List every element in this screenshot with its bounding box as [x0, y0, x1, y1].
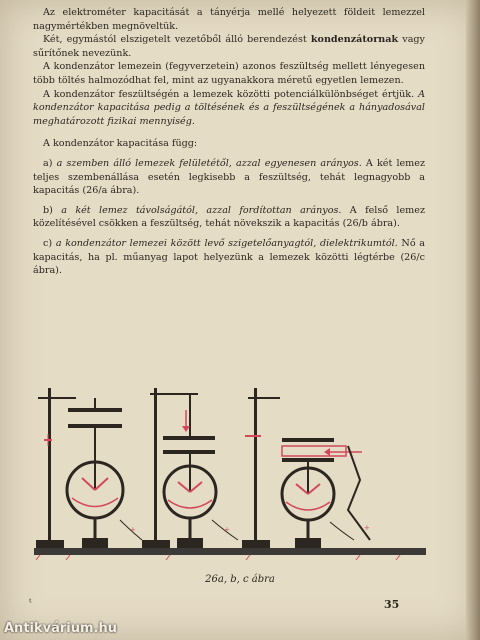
electrometer-a — [36, 388, 142, 548]
paragraph-1: Az elektrométer kapacitását a tányérja mellé helyezett földeit lemezzel nagymértékben megnöveltük. — [33, 7, 425, 32]
p4-definition: A kondenzátor kapacitása pedig a töltésének és a feszültségének a hányadosával meghatározott fizikai mennyiség. — [33, 88, 425, 127]
electrometer-c — [242, 388, 370, 548]
item-c-label: c) — [43, 237, 56, 249]
item-b-italic: a két lemez távolságától, azzal fordítottan arányos. — [61, 204, 342, 216]
paragraph-4 — [33, 88, 425, 129]
ground-hatch — [36, 555, 400, 560]
item-c-italic: a kondenzátor lemezei között levő szigetelőanyagtól, dielektrikumtól. — [55, 237, 398, 249]
electrometer-b — [142, 388, 238, 548]
item-a-italic: a szemben álló lemezek felületétől, azzal egyenesen arányos. — [56, 157, 362, 169]
paragraph-3: A kondenzátor lemezein (fegyverzetein) azonos feszültség mellett lényegesen több töltés halmozódhat fel, mint az ugyanakkora méretű egyetlen lemezen. — [33, 61, 425, 86]
item-a — [33, 157, 425, 198]
item-c — [33, 237, 425, 278]
page-number: 35 — [384, 598, 400, 611]
item-a-label: a) — [43, 157, 57, 169]
p4-pre: A kondenzátor feszültségén a lemezek közötti potenciálkülönbséget értjük. — [43, 88, 419, 100]
paragraph-2 — [33, 33, 425, 60]
watermark-logo: Antikvárium.hu — [4, 621, 117, 636]
paragraph-5: A kondenzátor kapacitása függ: — [43, 138, 198, 150]
item-c-rest: Nő a kapacitás, ha pl. műanyag lapot helyezünk a lemezek közötti légtérbe (26/c ábra). — [33, 237, 426, 277]
page-spine — [466, 0, 480, 640]
item-b — [33, 204, 425, 231]
p2-pre: Két, egymástól elszigetelt vezetőből álló berendezést — [43, 34, 311, 46]
figure-caption — [0, 574, 480, 585]
item-b-label: b) — [43, 204, 62, 216]
term-kondenzator: kondenzátornak — [310, 34, 399, 46]
svg-text:+: + — [224, 526, 230, 534]
caption-text: 26a, b, c ábra — [205, 574, 275, 585]
figure-26-electrometers — [30, 380, 430, 580]
footer-mark: ᵗ — [29, 598, 32, 609]
svg-text:+: + — [364, 524, 370, 532]
p2-post: vagy sűrítőnek nevezünk. — [33, 34, 425, 59]
ground-bar — [34, 548, 426, 555]
item-b-rest: A felső lemez közelítésével csökken a feszültség, tehát növekszik a kapacitás (26/b ábra). — [33, 204, 426, 230]
body-text — [33, 6, 425, 278]
item-a-rest: A két lemez teljes szembenállása esetén legkisebb a feszültség, tehát legnagyobb a kapacitás (26/a ábra). — [33, 157, 426, 197]
svg-text:+: + — [130, 526, 136, 534]
